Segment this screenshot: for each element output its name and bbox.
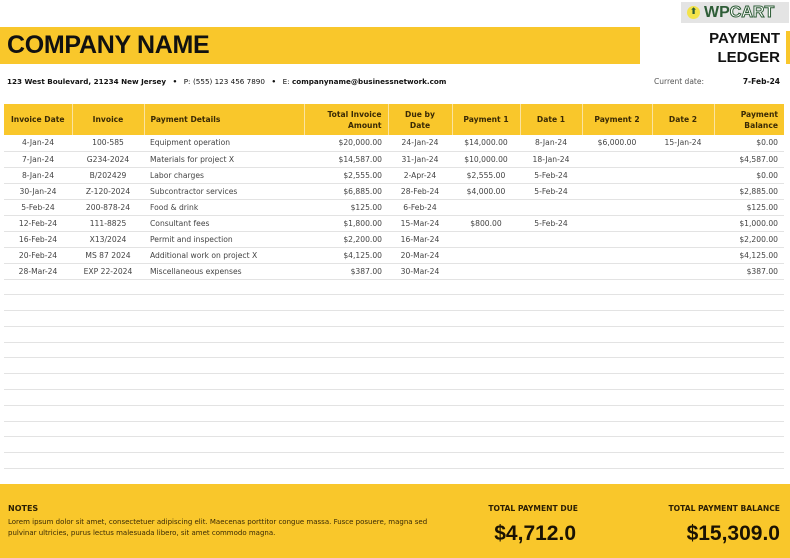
email-label: E: — [282, 77, 290, 86]
empty-cell — [4, 295, 784, 311]
cell-date-1 — [520, 199, 582, 215]
col-date-2: Date 2 — [652, 104, 714, 135]
cell-payment-details: Labor charges — [144, 167, 304, 183]
cell-due-by-date: 16-Mar-24 — [388, 231, 452, 247]
cell-payment-2 — [582, 247, 652, 263]
cell-date-2 — [652, 151, 714, 167]
cell-payment-2 — [582, 167, 652, 183]
empty-cell — [4, 405, 784, 421]
table-row — [4, 199, 784, 215]
cell-payment-2 — [582, 215, 652, 231]
cell-payment-1 — [452, 263, 520, 279]
table-row — [4, 135, 784, 151]
cell-date-1: 8-Jan-24 — [520, 135, 582, 151]
payment-ledger-table — [4, 104, 784, 469]
cell-payment-1: $2,555.00 — [452, 167, 520, 183]
cell-payment-1: $10,000.00 — [452, 151, 520, 167]
cell-date-1: 5-Feb-24 — [520, 167, 582, 183]
cell-due-by-date: 6-Feb-24 — [388, 199, 452, 215]
cell-date-1 — [520, 231, 582, 247]
col-total-invoice-amount: Total Invoice Amount — [304, 104, 388, 135]
cell-payment-2 — [582, 263, 652, 279]
cell-total-invoice-amount: $387.00 — [304, 263, 388, 279]
empty-table-row — [4, 405, 784, 421]
col-date-1: Date 1 — [520, 104, 582, 135]
cell-due-by-date: 2-Apr-24 — [388, 167, 452, 183]
email: companyname@businessnetwork.com — [292, 77, 447, 86]
cell-payment-details: Permit and inspection — [144, 231, 304, 247]
current-date-value: 7-Feb-24 — [742, 77, 780, 86]
cell-total-invoice-amount: $2,200.00 — [304, 231, 388, 247]
col-payment-details: Payment Details — [144, 104, 304, 135]
col-due-by-date: Due by Date — [388, 104, 452, 135]
logo-text-outline: CART — [729, 3, 775, 21]
col-payment-1: Payment 1 — [452, 104, 520, 135]
cell-date-2: 15-Jan-24 — [652, 135, 714, 151]
empty-cell — [4, 453, 784, 469]
cell-payment-details: Food & drink — [144, 199, 304, 215]
cell-date-1 — [520, 263, 582, 279]
table-row — [4, 231, 784, 247]
cell-invoice-date: 4-Jan-24 — [4, 135, 72, 151]
bullet-separator: • — [172, 77, 178, 86]
cell-due-by-date: 20-Mar-24 — [388, 247, 452, 263]
cell-total-invoice-amount: $1,800.00 — [304, 215, 388, 231]
cell-date-1: 5-Feb-24 — [520, 183, 582, 199]
cell-invoice: EXP 22-2024 — [72, 263, 144, 279]
cell-date-1: 18-Jan-24 — [520, 151, 582, 167]
document-title-line1: PAYMENT — [709, 30, 780, 47]
cell-payment-2: $6,000.00 — [582, 135, 652, 151]
cell-total-invoice-amount: $2,555.00 — [304, 167, 388, 183]
contact-line — [7, 77, 446, 86]
cell-date-2 — [652, 199, 714, 215]
empty-cell — [4, 358, 784, 374]
table-header-row — [4, 104, 784, 135]
empty-cell — [4, 421, 784, 437]
cell-date-2 — [652, 215, 714, 231]
cell-payment-details: Materials for project X — [144, 151, 304, 167]
cell-payment-2 — [582, 231, 652, 247]
cell-date-2 — [652, 263, 714, 279]
empty-table-row — [4, 311, 784, 327]
empty-cell — [4, 390, 784, 406]
cell-due-by-date: 30-Mar-24 — [388, 263, 452, 279]
empty-table-row — [4, 374, 784, 390]
cell-invoice-date: 20-Feb-24 — [4, 247, 72, 263]
cell-payment-1: $14,000.00 — [452, 135, 520, 151]
cell-invoice: X13/2024 — [72, 231, 144, 247]
empty-table-row — [4, 342, 784, 358]
empty-table-row — [4, 437, 784, 453]
cell-date-2 — [652, 183, 714, 199]
cell-date-2 — [652, 231, 714, 247]
total-payment-balance-label: TOTAL PAYMENT BALANCE — [668, 504, 780, 513]
cell-invoice-date: 7-Jan-24 — [4, 151, 72, 167]
cell-payment-balance: $2,885.00 — [714, 183, 784, 199]
title-accent-bar — [786, 31, 790, 64]
cell-payment-details: Miscellaneous expenses — [144, 263, 304, 279]
cell-invoice-date: 16-Feb-24 — [4, 231, 72, 247]
cell-invoice-date: 8-Jan-24 — [4, 167, 72, 183]
cell-total-invoice-amount: $20,000.00 — [304, 135, 388, 151]
cell-invoice: G234-2024 — [72, 151, 144, 167]
cell-due-by-date: 31-Jan-24 — [388, 151, 452, 167]
empty-cell — [4, 279, 784, 295]
address: 123 West Boulevard, 21234 New Jersey — [7, 77, 167, 86]
cell-payment-balance: $387.00 — [714, 263, 784, 279]
cell-date-1 — [520, 247, 582, 263]
cell-payment-balance: $1,000.00 — [714, 215, 784, 231]
cell-invoice: 100-585 — [72, 135, 144, 151]
total-payment-balance-value: $15,309.0 — [686, 522, 780, 545]
total-payment-due-label: TOTAL PAYMENT DUE — [488, 504, 578, 513]
cell-payment-details: Subcontractor services — [144, 183, 304, 199]
empty-table-row — [4, 295, 784, 311]
table-row — [4, 215, 784, 231]
empty-table-row — [4, 279, 784, 295]
empty-table-row — [4, 326, 784, 342]
cell-payment-2 — [582, 199, 652, 215]
cell-invoice-date: 5-Feb-24 — [4, 199, 72, 215]
cell-payment-details: Additional work on project X — [144, 247, 304, 263]
cell-total-invoice-amount: $125.00 — [304, 199, 388, 215]
empty-table-row — [4, 421, 784, 437]
cell-date-2 — [652, 167, 714, 183]
cell-payment-balance: $0.00 — [714, 135, 784, 151]
brand-logo — [681, 2, 789, 23]
cell-payment-2 — [582, 183, 652, 199]
cell-payment-details: Consultant fees — [144, 215, 304, 231]
empty-cell — [4, 437, 784, 453]
cell-date-1: 5-Feb-24 — [520, 215, 582, 231]
company-name: COMPANY NAME — [7, 31, 210, 59]
empty-table-row — [4, 358, 784, 374]
col-payment-2: Payment 2 — [582, 104, 652, 135]
logo-text-bold: WP — [704, 3, 730, 21]
cell-invoice: MS 87 2024 — [72, 247, 144, 263]
cell-payment-balance: $0.00 — [714, 167, 784, 183]
cell-date-2 — [652, 247, 714, 263]
empty-cell — [4, 311, 784, 327]
cell-invoice: B/202429 — [72, 167, 144, 183]
cell-payment-1: $4,000.00 — [452, 183, 520, 199]
chevron-up-icon: ⬆ — [687, 6, 700, 19]
col-invoice-date: Invoice Date — [4, 104, 72, 135]
document-title-line2: LEDGER — [717, 49, 780, 66]
bullet-separator: • — [271, 77, 277, 86]
cell-due-by-date: 15-Mar-24 — [388, 215, 452, 231]
empty-cell — [4, 342, 784, 358]
phone-label: P: — [183, 77, 191, 86]
cell-payment-2 — [582, 151, 652, 167]
table-row — [4, 151, 784, 167]
cell-total-invoice-amount: $6,885.00 — [304, 183, 388, 199]
cell-due-by-date: 24-Jan-24 — [388, 135, 452, 151]
empty-cell — [4, 374, 784, 390]
total-payment-due-value: $4,712.0 — [494, 522, 576, 545]
cell-invoice: 111-8825 — [72, 215, 144, 231]
current-date-label: Current date: — [654, 77, 704, 86]
cell-invoice: Z-120-2024 — [72, 183, 144, 199]
cell-payment-1 — [452, 247, 520, 263]
table-row — [4, 183, 784, 199]
cell-payment-balance: $2,200.00 — [714, 231, 784, 247]
document-title — [709, 29, 780, 67]
cell-invoice: 200-878-24 — [72, 199, 144, 215]
table-row — [4, 167, 784, 183]
cell-payment-balance: $4,587.00 — [714, 151, 784, 167]
cell-total-invoice-amount: $14,587.00 — [304, 151, 388, 167]
notes-heading: NOTES — [8, 504, 39, 513]
cell-payment-balance: $4,125.00 — [714, 247, 784, 263]
table-row — [4, 247, 784, 263]
cell-due-by-date: 28-Feb-24 — [388, 183, 452, 199]
empty-table-row — [4, 453, 784, 469]
cell-payment-1 — [452, 199, 520, 215]
cell-invoice-date: 28-Mar-24 — [4, 263, 72, 279]
cell-invoice-date: 30-Jan-24 — [4, 183, 72, 199]
cell-payment-details: Equipment operation — [144, 135, 304, 151]
cell-total-invoice-amount: $4,125.00 — [304, 247, 388, 263]
table-row — [4, 263, 784, 279]
col-invoice: Invoice — [72, 104, 144, 135]
notes-text: Lorem ipsum dolor sit amet, consectetuer adipiscing elit. Maecenas porttitor congue massa. Fusce posuere, magna sed pulvinar ultricies, purus lectus malesuada libero, sit amet commodo magna. — [8, 518, 428, 537]
cell-payment-balance: $125.00 — [714, 199, 784, 215]
empty-cell — [4, 326, 784, 342]
col-payment-balance: Payment Balance — [714, 104, 784, 135]
cell-payment-1 — [452, 231, 520, 247]
cell-invoice-date: 12-Feb-24 — [4, 215, 72, 231]
phone: (555) 123 456 7890 — [193, 77, 265, 86]
empty-table-row — [4, 390, 784, 406]
cell-payment-1: $800.00 — [452, 215, 520, 231]
